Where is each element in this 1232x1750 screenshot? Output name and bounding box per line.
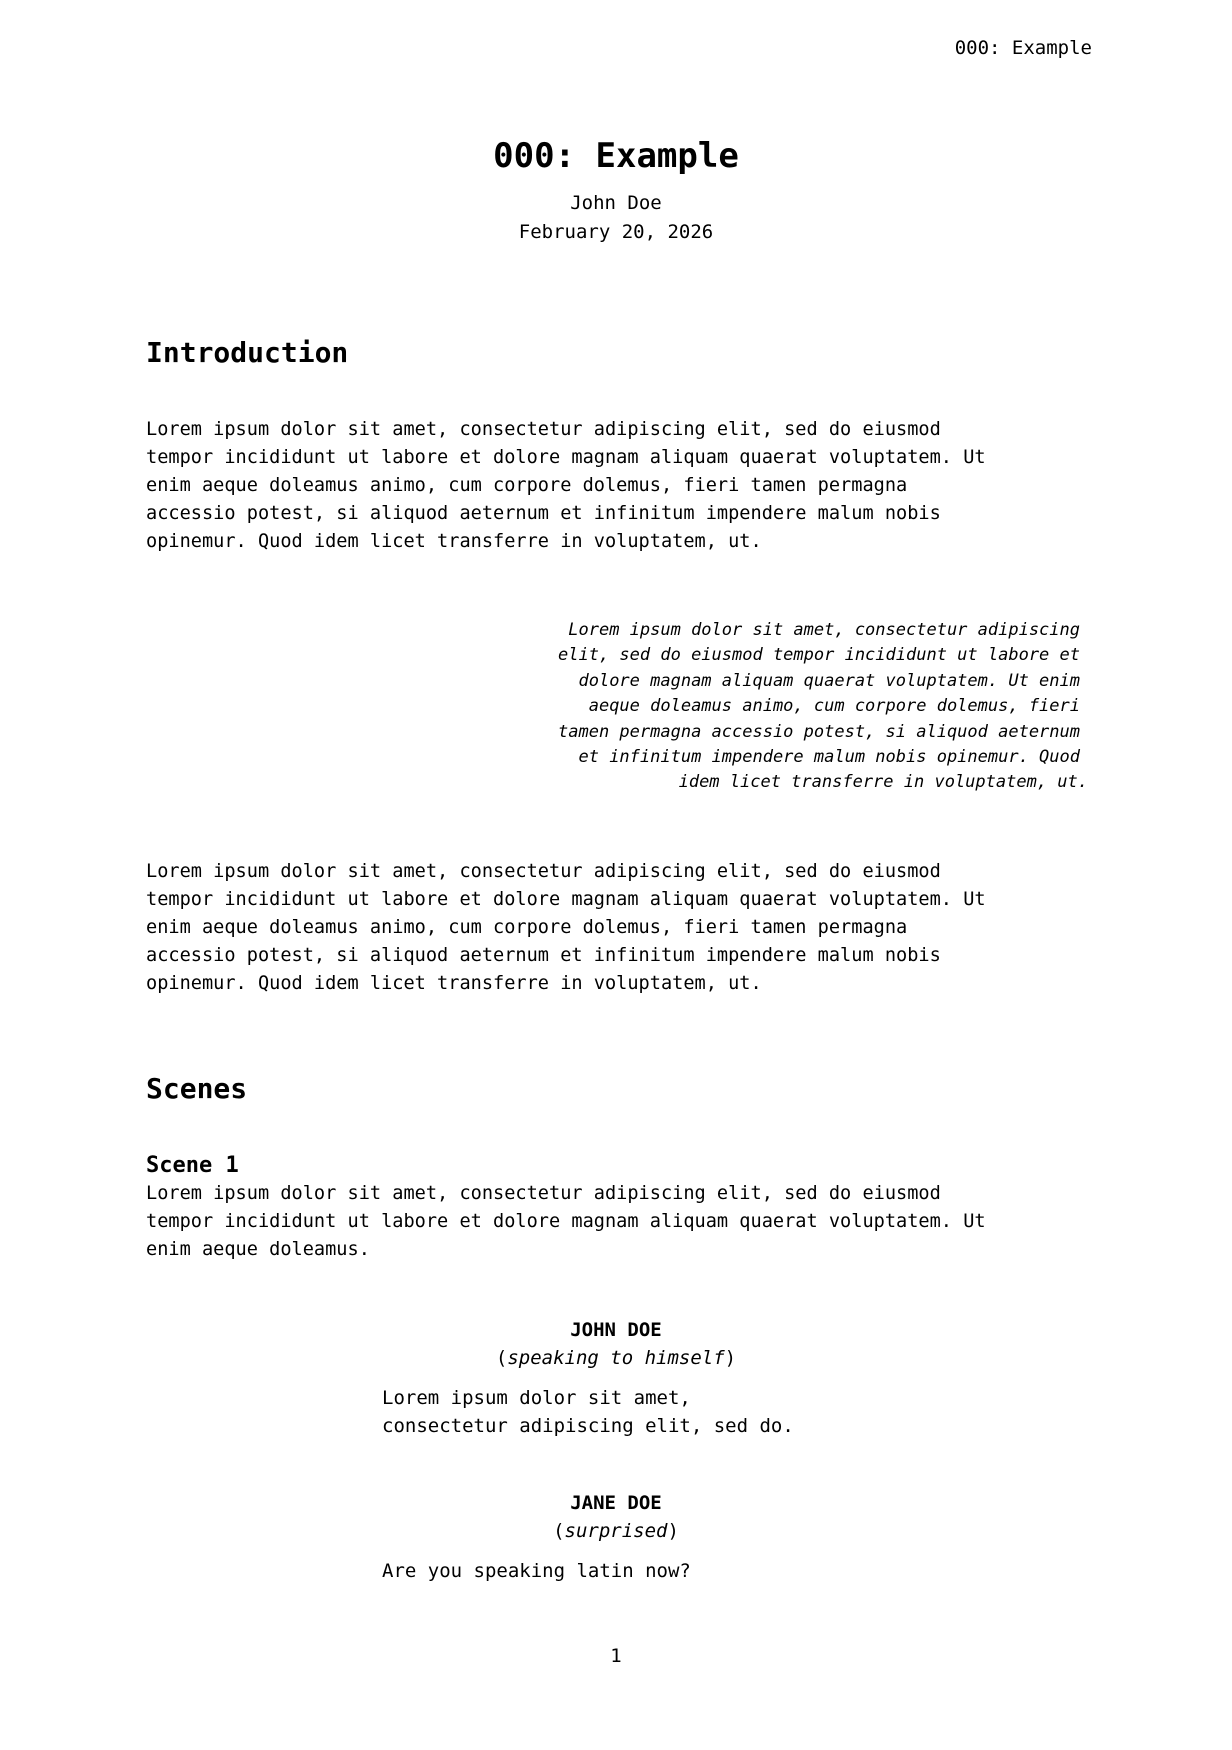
intro-paragraph-2 — [146, 858, 1106, 998]
paragraph-line: Lorem ipsum dolor sit amet, consectetur adipiscing elit, sed do eiusmod — [146, 861, 941, 882]
intro-paragraph-1 — [146, 416, 1106, 556]
author: John Doe — [570, 192, 662, 214]
paragraph-line: enim aeque doleamus animo, cum corpore dolemus, fieri tamen permagna — [146, 917, 908, 938]
quote-line: elit, sed do eiusmod tempor incididunt ut labore et — [558, 645, 1080, 666]
dialogue-speaker: JANE DOE — [570, 1492, 662, 1514]
quote-line: aeque doleamus animo, cum corpore dolemus, fieri — [588, 696, 1080, 717]
page-number: 1 — [610, 1645, 622, 1667]
paragraph-line: tempor incididunt ut labore et dolore magnam aliquam quaerat voluptatem. Ut — [146, 447, 986, 468]
dialogue-line: consectetur adipiscing elit, sed do. — [382, 1415, 794, 1437]
dialogue-speaker: JOHN DOE — [570, 1319, 662, 1341]
quote-line: Lorem ipsum dolor sit amet, consectetur adipiscing — [568, 620, 1080, 640]
dialogue-parenthetical: (surprised) — [553, 1520, 679, 1542]
running-header: 000: Example — [954, 37, 1092, 59]
blockquote — [480, 618, 1088, 796]
document-title: 000: Example — [493, 136, 739, 176]
section-heading-introduction: Introduction — [146, 336, 349, 369]
quote-line: idem licet transferre in voluptatem, ut. — [678, 772, 1088, 793]
paragraph-line: Lorem ipsum dolor sit amet, consectetur adipiscing elit, sed do eiusmod — [146, 419, 941, 440]
parenthetical-text: surprised — [564, 1520, 668, 1542]
dialogue-line: Are you speaking latin now? — [382, 1560, 691, 1582]
subsection-heading-scene-1: Scene 1 — [146, 1153, 239, 1178]
paragraph-line: tempor incididunt ut labore et dolore magnam aliquam quaerat voluptatem. Ut — [146, 889, 986, 910]
paragraph-line: opinemur. Quod idem licet transferre in voluptatem, ut. — [146, 531, 762, 552]
dialogue-text — [382, 1557, 902, 1585]
paragraph-line: Lorem ipsum dolor sit amet, consectetur adipiscing elit, sed do eiusmod — [146, 1183, 941, 1204]
parenthetical-text: speaking to himself — [507, 1347, 725, 1369]
paragraph-line: accessio potest, si aliquod aeternum et infinitum impendere malum nobis — [146, 503, 941, 524]
scene-1-paragraph — [146, 1180, 1106, 1264]
paragraph-line: accessio potest, si aliquod aeternum et infinitum impendere malum nobis — [146, 945, 941, 966]
dialogue-parenthetical: (speaking to himself) — [495, 1347, 737, 1369]
quote-line: dolore magnam aliquam quaerat voluptatem. Ut enim — [578, 670, 1080, 691]
paragraph-line: enim aeque doleamus animo, cum corpore dolemus, fieri tamen permagna — [146, 475, 908, 496]
paragraph-line: opinemur. Quod idem licet transferre in voluptatem, ut. — [146, 973, 762, 994]
dialogue-line: Lorem ipsum dolor sit amet, — [382, 1387, 691, 1409]
paragraph-line: enim aeque doleamus. — [146, 1239, 370, 1260]
paragraph-line: tempor incididunt ut labore et dolore magnam aliquam quaerat voluptatem. Ut — [146, 1211, 986, 1232]
quote-line: tamen permagna accessio potest, si aliquod aeternum — [558, 721, 1080, 742]
dialogue-text — [382, 1384, 902, 1440]
date: February 20, 2026 — [518, 221, 714, 243]
quote-line: et infinitum impendere malum nobis opinemur. Quod — [578, 747, 1080, 768]
section-heading-scenes: Scenes — [146, 1072, 248, 1105]
